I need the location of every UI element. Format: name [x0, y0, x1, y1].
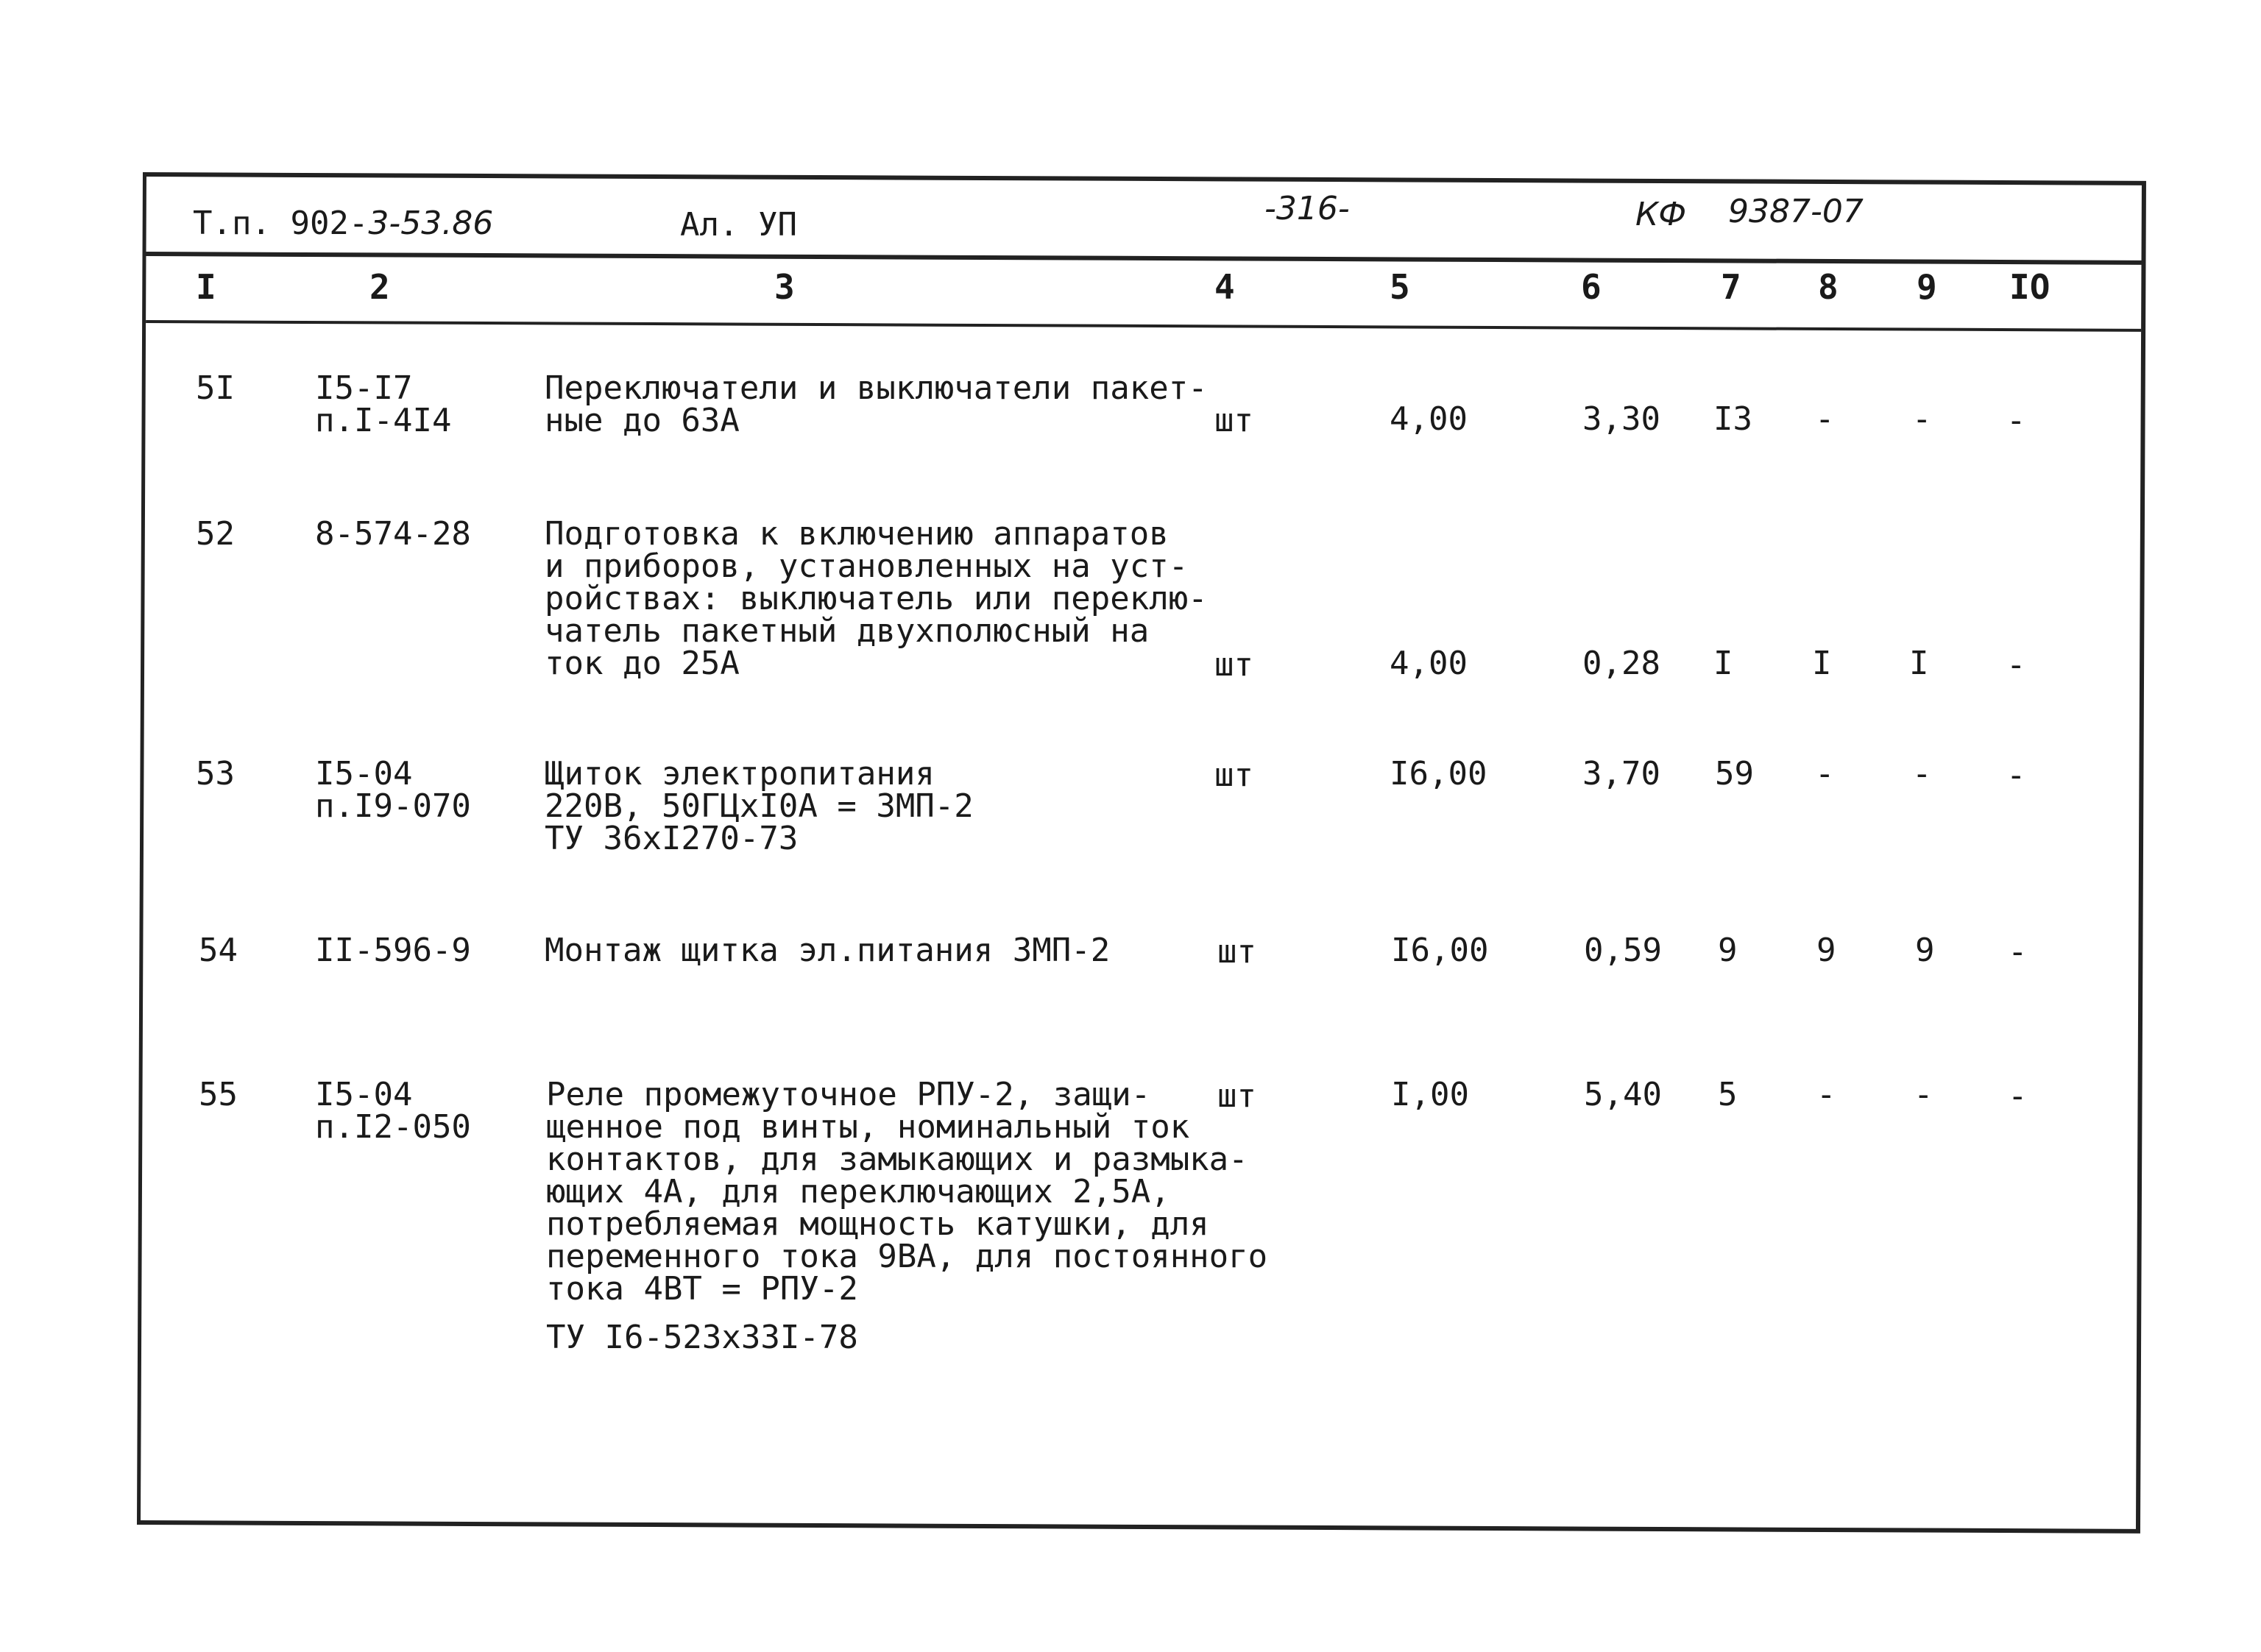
- row-col8: -: [1815, 400, 1835, 438]
- row-col10: -: [2006, 402, 2026, 439]
- row-unit: шт: [1214, 646, 1253, 684]
- row-col10: -: [2006, 646, 2026, 684]
- row-description-line: и приборов, установленных на уст-: [545, 547, 1189, 585]
- row-number: 5I: [196, 369, 235, 407]
- row-description-line: ТУ 36хI270-73: [545, 820, 799, 857]
- album-label: Ал. УП: [680, 206, 797, 244]
- row-col9: 9: [1915, 932, 1935, 969]
- row-code-line: п.I2-050: [315, 1108, 471, 1146]
- row-description-line: 220В, 50ГЦхI0А = ЗМП-2: [545, 787, 974, 825]
- row-col6: 0,28: [1582, 645, 1660, 682]
- row-col6: 5,40: [1584, 1076, 1662, 1113]
- row-col10: -: [2006, 756, 2026, 794]
- row-description-line: ток до 25А: [545, 645, 740, 682]
- row-col9: I: [1909, 645, 1929, 682]
- row-col5: I6,00: [1390, 755, 1487, 793]
- code-prefix: КФ: [1635, 196, 1687, 233]
- row-description-line: ющих 4А, для переключающих 2,5А,: [546, 1173, 1170, 1210]
- page-number: -316-: [1264, 190, 1350, 227]
- code-number: 9387-07: [1728, 193, 1864, 230]
- row-description-line: переменного тока 9ВА, для постоянного: [546, 1238, 1268, 1275]
- row-unit: шт: [1217, 1077, 1256, 1115]
- row-description-line: чатель пакетный двухполюсный на: [545, 612, 1150, 650]
- row-col6: 0,59: [1584, 932, 1662, 969]
- row-col5: 4,00: [1390, 400, 1468, 438]
- col-header-3: 3: [774, 267, 795, 307]
- row-code-line: I5-04: [315, 755, 413, 793]
- col-header-10: IO: [2009, 267, 2051, 307]
- row-description-line: ные до 63А: [545, 402, 740, 439]
- row-col8: I: [1812, 645, 1832, 682]
- row-description-line: ройствах: выключатель или переклю-: [545, 580, 1208, 617]
- col-header-1: I: [196, 267, 216, 307]
- row-code-line: 8-574-28: [315, 515, 471, 553]
- row-code-line: I5-I7: [315, 369, 413, 407]
- row-code-line: п.I9-070: [315, 787, 471, 825]
- col-header-4: 4: [1214, 267, 1235, 307]
- col-header-7: 7: [1721, 267, 1741, 307]
- row-description-line: Переключатели и выключатели пакет-: [545, 369, 1208, 407]
- col-header-5: 5: [1390, 267, 1410, 307]
- row-col8: -: [1816, 1076, 1836, 1113]
- row-col7: I3: [1713, 400, 1752, 438]
- row-col6: 3,70: [1582, 755, 1660, 793]
- row-code-line: п.I-4I4: [315, 402, 452, 439]
- row-col6: 3,30: [1582, 400, 1660, 438]
- col-header-9: 9: [1917, 267, 1937, 307]
- row-code-line: I5-04: [315, 1076, 413, 1113]
- row-col8: 9: [1816, 932, 1836, 969]
- row-col5: 4,00: [1390, 645, 1468, 682]
- row-description-line: Щиток электропитания: [545, 755, 935, 793]
- row-col5: I6,00: [1391, 932, 1489, 969]
- row-description-line: тока 4ВТ = РПУ-2: [546, 1270, 858, 1308]
- row-description-line: контактов, для замыкающих и размыка-: [546, 1141, 1248, 1178]
- row-col7: 59: [1715, 755, 1754, 793]
- row-col9: -: [1914, 1076, 1933, 1113]
- row-col9: -: [1912, 400, 1932, 438]
- row-number: 52: [196, 515, 235, 553]
- row-col7: 9: [1718, 932, 1738, 969]
- row-description-line: Подготовка к включению аппаратов: [545, 515, 1169, 553]
- row-description-line: Реле промежуточное РПУ-2, защи-: [546, 1076, 1151, 1113]
- row-unit: шт: [1214, 402, 1253, 439]
- col-header-6: 6: [1581, 267, 1602, 307]
- row-number: 54: [199, 932, 238, 969]
- header-divider: [146, 252, 2142, 265]
- row-number: 53: [196, 755, 235, 793]
- row-description-line: щенное под винты, номинальный ток: [546, 1108, 1190, 1146]
- row-col8: -: [1815, 755, 1835, 793]
- column-header-divider: [146, 320, 2141, 332]
- row-col7: 5: [1718, 1076, 1738, 1113]
- row-col9: -: [1912, 755, 1932, 793]
- doc-suffix: 3-53.86: [368, 205, 494, 242]
- row-description-extra: ТУ I6-523х33I-78: [546, 1319, 858, 1356]
- col-header-8: 8: [1818, 267, 1839, 307]
- row-description-line: Монтаж щитка эл.питания ЗМП-2: [545, 932, 1111, 969]
- col-header-2: 2: [369, 267, 390, 307]
- row-col7: I: [1713, 645, 1733, 682]
- row-col10: -: [2008, 1077, 2028, 1115]
- row-description-line: потребляемая мощность катушки, для: [546, 1205, 1209, 1243]
- row-number: 55: [199, 1076, 238, 1113]
- row-col5: I,00: [1391, 1076, 1469, 1113]
- row-unit: шт: [1214, 756, 1253, 794]
- doc-prefix: Т.п. 902-: [193, 205, 369, 242]
- doc-reference: [193, 205, 494, 242]
- row-unit: шт: [1217, 933, 1256, 971]
- row-col10: -: [2008, 933, 2028, 971]
- row-code-line: II-596-9: [315, 932, 471, 969]
